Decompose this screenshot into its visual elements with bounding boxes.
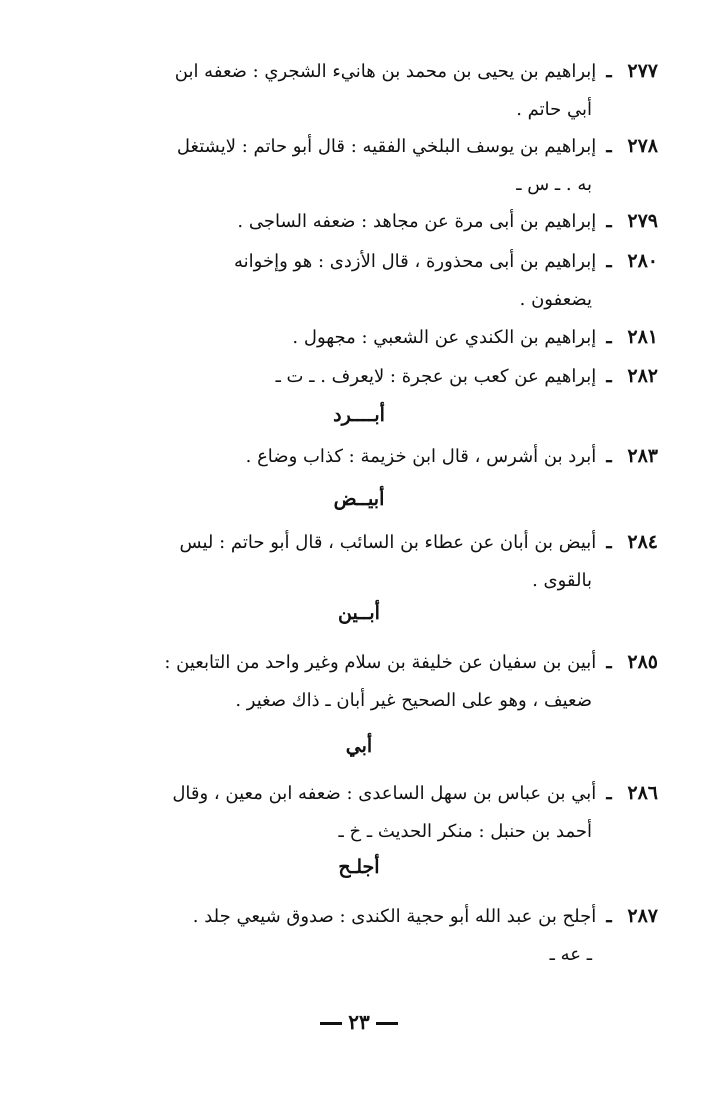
entry-number: ٢٨٠	[627, 250, 658, 272]
section-heading-abyan: أبــين	[338, 602, 380, 624]
entry-text-line1: أبي بن عباس بن سهل الساعدى : ضعفه ابن معين ، وقال	[172, 783, 597, 804]
entry-286	[58, 774, 658, 851]
entry-text-line1: إبراهيم بن يحيى بن محمد بن هانيء الشجري : ضعفه ابن	[174, 61, 597, 82]
entry-279	[58, 202, 658, 241]
section-heading-ubay: أبي	[345, 735, 373, 757]
entry-dash: ـ	[606, 446, 612, 467]
entry-278	[58, 127, 658, 204]
entry-number: ٢٧٩	[627, 210, 658, 232]
entry-dash: ـ	[606, 906, 612, 927]
entry-dash: ـ	[606, 211, 612, 232]
entry-text-line2: يضعفون .	[519, 289, 592, 310]
entry-dash: ـ	[606, 783, 612, 804]
entry-text-line2: به . ـ س ـ	[516, 174, 592, 195]
entry-text-line1: أجلح بن عبد الله أبو حجية الكندى : صدوق شيعي جلد .	[192, 906, 597, 927]
section-heading-ajlah: أجلـح	[338, 856, 380, 878]
entry-text-line1: أبين بن سفيان عن خليفة بن سلام وغير واحد من التابعين :	[164, 652, 597, 673]
entry-287	[58, 897, 658, 974]
entry-280	[58, 242, 658, 319]
entry-text-line2: ـ عه ـ	[549, 944, 592, 965]
entry-number: ٢٧٨	[627, 135, 658, 157]
entry-dash: ـ	[606, 327, 612, 348]
entry-dash: ـ	[606, 61, 612, 82]
entry-number: ٢٧٧	[627, 60, 658, 82]
entry-number: ٢٨٢	[627, 365, 658, 387]
entry-text-line2: أحمد بن حنبل : منكر الحديث ـ خ ـ	[338, 821, 592, 842]
entry-text-line1: إبراهيم بن أبى مرة عن مجاهد : ضعفه الساجى .	[237, 211, 597, 232]
page-number-rule-right	[320, 1022, 342, 1025]
section-heading-abrad: أبــــرد	[333, 404, 385, 426]
entry-text-line1: أبرد بن أشرس ، قال ابن خزيمة : كذاب وضاع .	[245, 446, 597, 467]
entry-number: ٢٨٥	[627, 651, 658, 673]
entry-dash: ـ	[606, 652, 612, 673]
entry-text-line1: إبراهيم عن كعب بن عجرة : لايعرف . ـ ت ـ	[275, 366, 597, 387]
entry-277	[58, 52, 658, 129]
entry-number: ٢٨١	[627, 326, 658, 348]
entry-text-line1: إبراهيم بن الكندي عن الشعبي : مجهول .	[292, 327, 597, 348]
page-number-rule-left	[376, 1022, 398, 1025]
entry-dash: ـ	[606, 366, 612, 387]
entry-dash: ـ	[606, 532, 612, 553]
entry-text-line2: أبي حاتم .	[516, 99, 592, 120]
entry-text-line1: إبراهيم بن أبى محذورة ، قال الأزدى : هو وإخوانه	[233, 251, 597, 272]
entry-text-line1: أبيض بن أبان عن عطاء بن السائب ، قال أبو حاتم : ليس	[179, 532, 597, 553]
entry-number: ٢٨٦	[627, 782, 658, 804]
entry-dash: ـ	[606, 251, 612, 272]
entry-285	[58, 643, 658, 720]
entry-281	[58, 318, 658, 357]
entry-number: ٢٨٤	[627, 531, 658, 553]
entry-number: ٢٨٧	[627, 905, 658, 927]
entry-dash: ـ	[606, 136, 612, 157]
section-heading-abyad: أبيــض	[333, 488, 385, 510]
entry-283	[58, 437, 658, 476]
entry-number: ٢٨٣	[627, 445, 658, 467]
page-number-value: ٢٣	[348, 1010, 370, 1034]
entry-text-line2: بالقوى .	[532, 570, 592, 591]
entry-284	[58, 523, 658, 600]
entry-282	[58, 357, 658, 396]
page-number	[0, 1008, 718, 1036]
entry-text-line1: إبراهيم بن يوسف البلخي الفقيه : قال أبو حاتم : لايشتغل	[176, 136, 597, 157]
entry-text-line2: ضعيف ، وهو على الصحيح غير أبان ـ ذاك صغير .	[235, 690, 592, 711]
